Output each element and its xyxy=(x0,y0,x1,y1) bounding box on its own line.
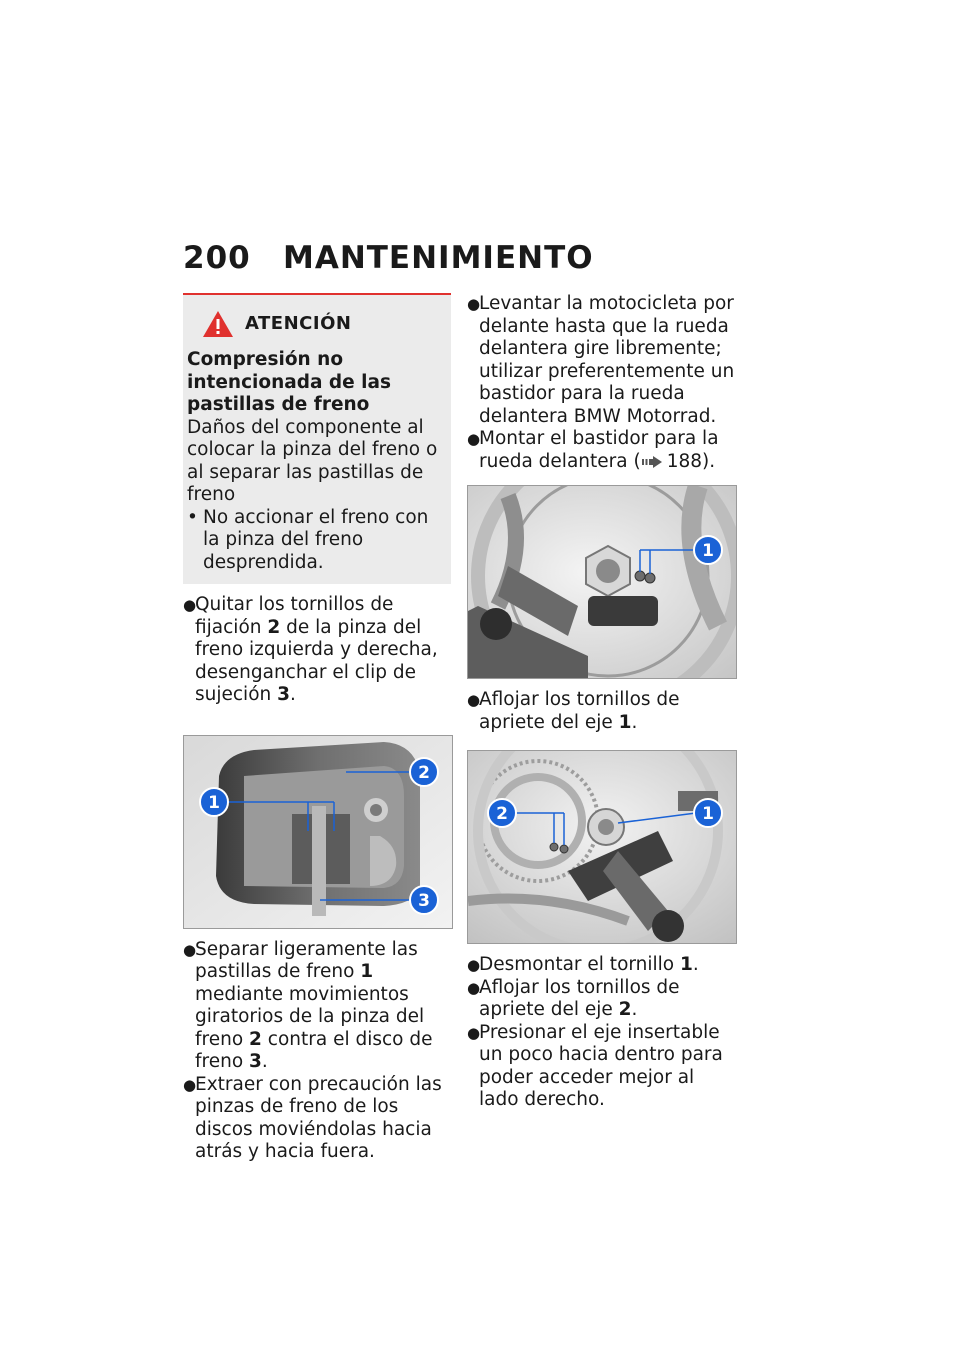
bullet-dot: ● xyxy=(467,1023,481,1042)
arrow-reference-icon xyxy=(642,456,664,468)
warning-box xyxy=(183,293,451,584)
step-press-axle: ● Presionar el eje insertable un poco hacia dentro para poder acceder mejor al lado derecho. xyxy=(467,1021,723,1110)
right-column xyxy=(467,293,739,1112)
bullet-dot: ● xyxy=(467,956,481,974)
bullet-dot: ● xyxy=(183,1075,197,1094)
left-column xyxy=(183,293,451,1164)
warning-bullet xyxy=(187,507,445,575)
warning-text: Daños del componente al colocar la pinza del freno o al separar las pastillas de freno xyxy=(187,416,438,505)
bullet-dot: • xyxy=(187,506,198,528)
warning-label: ATENCIÓN xyxy=(245,312,352,334)
callout-1: 1 xyxy=(702,541,714,561)
callout-2: 2 xyxy=(418,762,430,783)
bullet-dot: ● xyxy=(467,978,481,997)
step-extract-calipers: ● Extraer con precaución las pinzas de freno de los discos moviéndolas hacia atrás y hacia fuera. xyxy=(183,1073,442,1162)
step-remove-screw: ● Desmontar el tornillo 1. xyxy=(467,954,699,975)
warning-title: Compresión no intencionada de las pastillas de freno xyxy=(187,349,391,415)
bullet-dot: ● xyxy=(467,430,481,448)
step-mount-stand: ● Montar el bastidor para la rueda delantera ( 188). xyxy=(467,428,719,472)
callout-1: 1 xyxy=(208,792,220,813)
warning-bullet-text: No accionar el freno con la pinza del freno desprendida. xyxy=(203,506,429,573)
axle-right-illustration xyxy=(468,751,736,943)
callout-2: 2 xyxy=(496,804,508,824)
brake-caliper-illustration xyxy=(184,736,452,928)
figure-brake-caliper xyxy=(183,735,453,929)
figure-axle-left xyxy=(467,485,737,679)
callout-1: 1 xyxy=(702,804,714,824)
bullet-dot: ● xyxy=(467,295,481,313)
warning-header xyxy=(187,309,445,339)
bullet-dot: ● xyxy=(183,596,197,614)
step-loosen-axle-screws-1: ● Aflojar los tornillos de apriete del eje 1. xyxy=(467,689,680,733)
warning-triangle-icon xyxy=(201,309,235,339)
bullet-dot: ● xyxy=(467,691,481,709)
bullet-dot: ● xyxy=(183,940,197,959)
page-title: MANTENIMIENTO xyxy=(283,240,594,276)
axle-left-illustration xyxy=(468,486,736,678)
callout-3: 3 xyxy=(418,890,430,911)
step-remove-screws: ● Quitar los tornillos de fijación 2 de la pinza del freno izquierda y derecha, desenganchar el clip de sujeción 3. xyxy=(183,594,438,705)
step-lift-motorcycle: ● Levantar la motocicleta por delante hasta que la rueda delantera gire libremente; utilizar preferentemente un bastidor para la rueda delantera BMW Motorrad. xyxy=(467,293,735,427)
step-separate-pads: ● Separar ligeramente las pastillas de freno 1 mediante movimientos giratorios de la pinza del freno 2 contra el disco de freno 3. xyxy=(183,938,433,1072)
step-loosen-axle-screws-2: ● Aflojar los tornillos de apriete del eje 2. xyxy=(467,976,680,1020)
page-number: 200 xyxy=(183,240,251,276)
page-reference[interactable]: 188 xyxy=(666,450,702,472)
figure-axle-right xyxy=(467,750,737,944)
